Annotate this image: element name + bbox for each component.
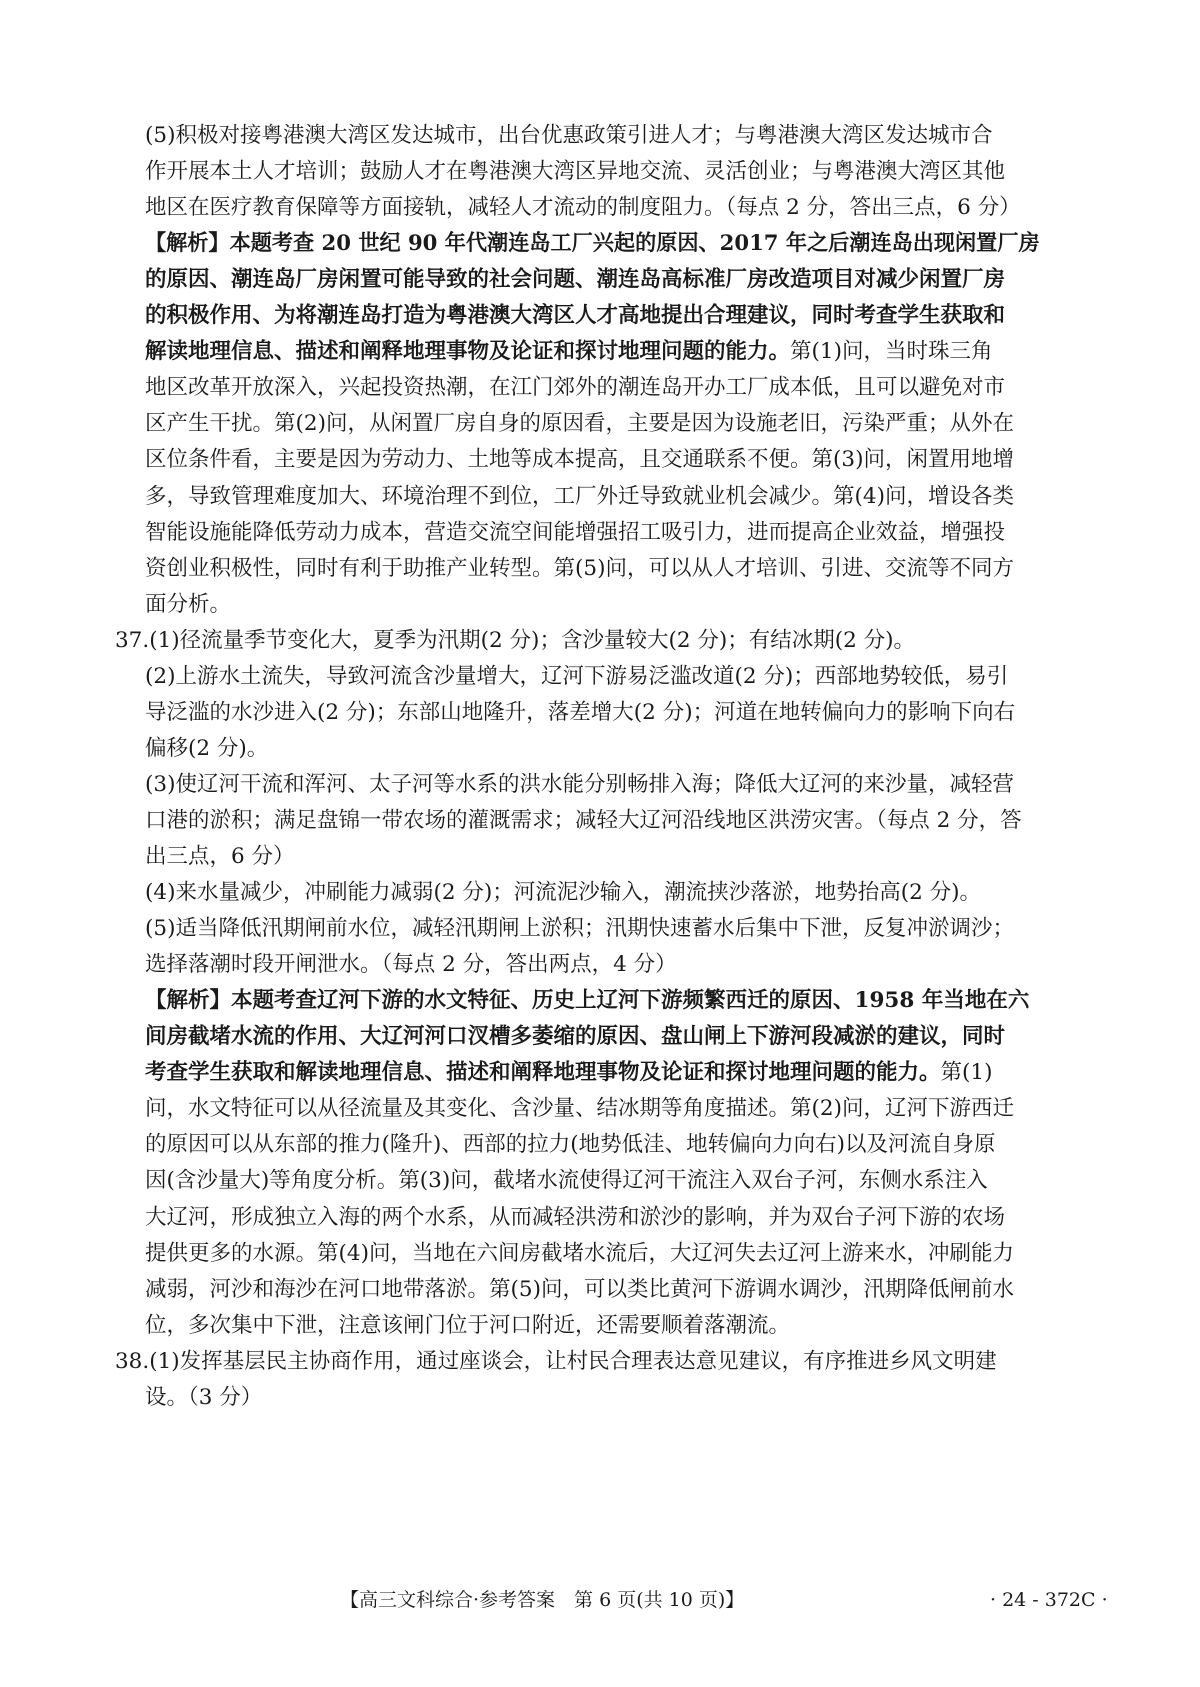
analysis-bold-text: 【解析】本题考查 20 世纪 90 年代潮连岛工厂兴起的原因、2017 年之后潮连岛出现闲置厂房	[145, 231, 1040, 257]
text-line	[145, 154, 1005, 190]
answer-text-segment: 第(1)问，当时珠三角	[790, 339, 993, 365]
text-line	[145, 479, 1014, 515]
answer-text-segment: (5)适当降低汛期闸前水位，减轻汛期闸上淤积；汛期快速蓄水后集中下泄，反复冲淤调沙；	[145, 916, 1014, 942]
text-line	[145, 983, 1029, 1019]
text-line	[145, 442, 1014, 478]
answer-text-segment: 区位条件看，主要是因为劳动力、土地等成本提高，且交通联系不便。第(3)问，闲置用地增	[145, 447, 1014, 473]
text-line	[145, 551, 1014, 587]
text-line	[145, 118, 992, 154]
analysis-bold-text: 的积极作用、为将潮连岛打造为粤港澳大湾区人才高地提出合理建议，同时考查学生获取和	[145, 303, 1006, 329]
answer-text-segment: (3)使辽河干流和浑河、太子河等水系的洪水能分别畅排入海；降低大辽河的来沙量，减轻营	[145, 771, 1014, 797]
text-line	[145, 298, 1005, 334]
answer-text-segment: 38.(1)发挥基层民主协商作用，通过座谈会，让村民合理表达意见建议，有序推进乡风文明建	[115, 1348, 997, 1374]
text-line	[145, 587, 231, 623]
answer-text-segment: (4)来水量减少，冲刷能力减弱(2 分)；河流泥沙输入，潮流挟沙落淤，地势抬高(2 分)。	[145, 880, 982, 906]
text-line	[145, 406, 1014, 442]
text-line	[145, 226, 1040, 262]
answer-text-segment: 第(1)	[940, 1060, 993, 1086]
answer-text-segment: 选择落潮时段开闸泄水。（每点 2 分，答出两点，4 分）	[145, 952, 677, 978]
answer-text-segment: 地区改革开放深入，兴起投资热潮，在江门郊外的潮连岛开办工厂成本低，且可以避免对市	[145, 375, 1006, 401]
text-line	[145, 839, 295, 875]
text-line	[145, 875, 981, 911]
answer-text-segment: 导泛滥的水沙进入(2 分)；东部山地隆升，落差增大(2 分)；河道在地转偏向力的影响下向右	[145, 699, 1016, 725]
answer-text-segment: 资创业积极性，同时有利于助推产业转型。第(5)问，可以从人才培训、引进、交流等不同方	[145, 555, 1014, 581]
page-footer-code: · 24 - 372C ·	[990, 1589, 1108, 1611]
text-line	[145, 731, 268, 767]
answer-text-segment: 提供更多的水源。第(4)问，当地在六间房截堵水流后，大辽河失去辽河上游来水，冲刷能力	[145, 1240, 1014, 1266]
text-line	[145, 334, 992, 370]
text-line	[145, 370, 1005, 406]
answer-text-segment: 减弱，河沙和海沙在河口地带落淤。第(5)问，可以类比黄河下游调水调沙，汛期降低闸前水	[145, 1276, 1014, 1302]
answer-text-segment: (5)积极对接粤港澳大湾区发达城市，出台优惠政策引进人才；与粤港澳大湾区发达城市合	[145, 123, 993, 148]
text-line	[145, 190, 1021, 226]
text-line	[145, 659, 1008, 695]
answer-text-segment: 多，导致管理难度加大、环境治理不到位，工厂外迁导致就业机会减少。第(4)问，增设各类	[145, 483, 1014, 509]
answer-text-segment: 设。（3 分）	[145, 1384, 263, 1410]
text-line	[145, 695, 1015, 731]
answer-text-segment: 出三点，6 分）	[145, 844, 295, 869]
text-line	[145, 1236, 1014, 1272]
answer-text-segment: 口港的淤积；满足盘锦一带农场的灌溉需求；减轻大辽河沿线地区洪涝灾害。（每点 2 分，答	[145, 807, 1022, 833]
answer-text-segment: 面分析。	[145, 591, 232, 617]
answer-text-segment: 因(含沙量大)等角度分析。第(3)问，截堵水流使得辽河干流注入双台子河，东侧水系注入	[145, 1168, 988, 1194]
answer-text-segment: 的原因可以从东部的推力(隆升)、西部的拉力(地势低洼、地转偏向力向右)以及河流自身原	[145, 1132, 996, 1158]
text-line	[145, 1272, 1014, 1308]
text-line	[145, 1200, 1005, 1236]
analysis-bold-text: 的原因、潮连岛厂房闲置可能导致的社会问题、潮连岛高标准厂房改造项目对减少闲置厂房	[145, 267, 1006, 293]
text-line	[145, 1091, 1014, 1127]
answer-text-segment: 地区在医疗教育保障等方面接轨，减轻人才流动的制度阻力。（每点 2 分，答出三点，6 分）	[145, 195, 1021, 221]
text-line	[145, 767, 1014, 803]
page-footer-title: 【高三文科综合·参考答案 第 6 页(共 10 页)】	[340, 1589, 745, 1611]
text-line	[145, 911, 1014, 947]
text-line	[145, 1127, 996, 1163]
text-line	[115, 1344, 997, 1380]
answer-text-segment: 偏移(2 分)。	[145, 735, 269, 761]
analysis-bold-text: 【解析】本题考查辽河下游的水文特征、历史上辽河下游频繁西迁的原因、1958 年当地在六	[145, 988, 1030, 1014]
text-line	[145, 1308, 790, 1344]
answer-text-segment: 区产生干扰。第(2)问，从闲置厂房自身的原因看，主要是因为设施老旧，污染严重；从外在	[145, 411, 1014, 437]
analysis-bold-text: 间房截堵水流的作用、大辽河河口汊槽多萎缩的原因、盘山闸上下游河段减淤的建议，同时	[145, 1024, 1006, 1050]
analysis-bold-text: 解读地理信息、描述和阐释地理事物及论证和探讨地理问题的能力。	[145, 339, 791, 365]
text-line	[145, 947, 677, 983]
analysis-bold-text: 考查学生获取和解读地理信息、描述和阐释地理事物及论证和探讨地理问题的能力。	[145, 1060, 941, 1086]
text-line	[145, 1163, 988, 1199]
answer-text-segment: 37.(1)径流量季节变化大，夏季为汛期(2 分)；含沙量较大(2 分)；有结冰期(2 分)。	[115, 627, 916, 653]
answer-text-segment: 作开展本土人才培训；鼓励人才在粤港澳大湾区异地交流、灵活创业；与粤港澳大湾区其他	[145, 159, 1006, 185]
answer-text-segment: (2)上游水土流失，导致河流含沙量增大，辽河下游易泛滥改道(2 分)；西部地势较低，易引	[145, 663, 1009, 689]
answer-text-segment: 智能设施能降低劳动力成本，营造交流空间能增强招工吸引力，进而提高企业效益，增强投	[145, 519, 1006, 545]
answer-text-segment: 位，多次集中下泄，注意该闸门位于河口附近，还需要顺着落潮流。	[145, 1312, 791, 1338]
text-line	[145, 1019, 1005, 1055]
text-line	[145, 262, 1005, 298]
text-line	[145, 803, 1022, 839]
answer-text-segment: 大辽河，形成独立入海的两个水系，从而减轻洪涝和淤沙的影响，并为双台子河下游的农场	[145, 1204, 1006, 1230]
text-line	[145, 1380, 262, 1416]
answer-text-segment: 问，水文特征可以从径流量及其变化、含沙量、结冰期等角度描述。第(2)问，辽河下游西迁	[145, 1096, 1014, 1122]
text-line	[115, 623, 915, 659]
text-line	[145, 515, 1005, 551]
text-line	[145, 1055, 992, 1091]
